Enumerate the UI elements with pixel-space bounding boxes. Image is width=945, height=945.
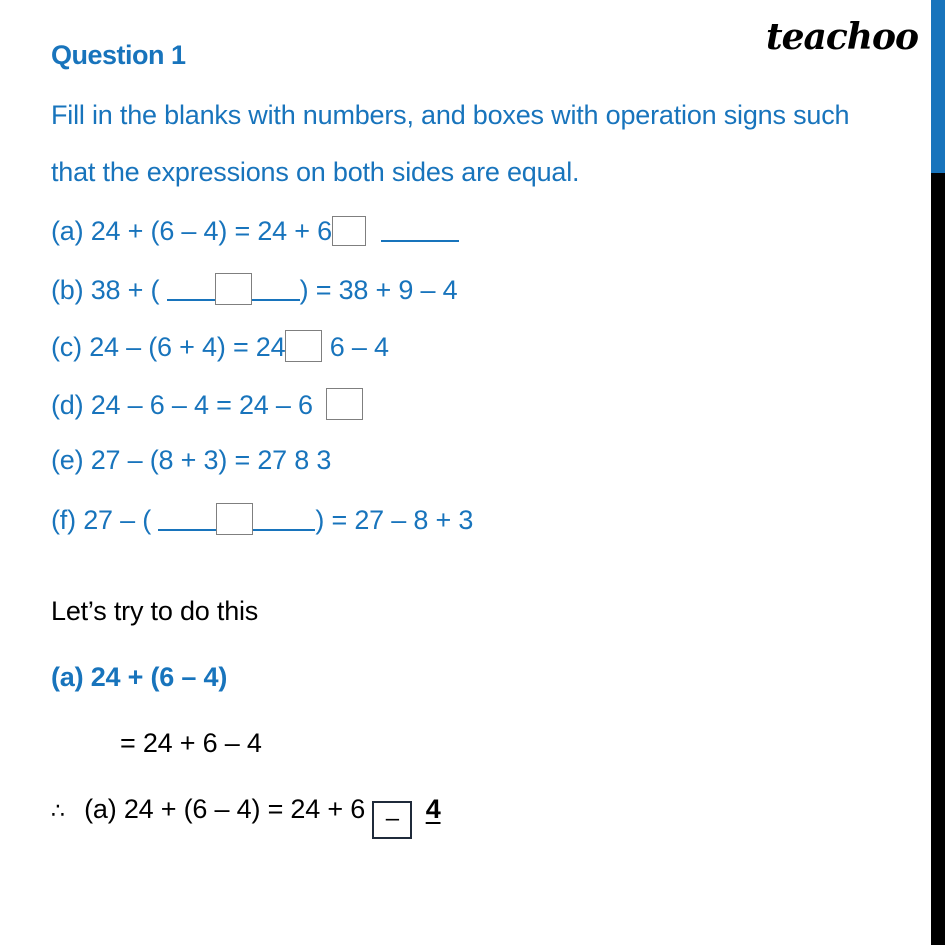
part-a bbox=[51, 216, 459, 247]
part-b-rhs: ) = 38 + 9 – 4 bbox=[299, 275, 458, 305]
operation-box[interactable] bbox=[215, 273, 252, 305]
part-e-expression: 27 – (8 + 3) = 27 8 3 bbox=[90, 445, 332, 475]
answer-value: 4 bbox=[425, 794, 441, 824]
part-f-label: (f) bbox=[51, 505, 76, 535]
operation-box[interactable] bbox=[216, 503, 253, 535]
part-f-expression: 27 – ( bbox=[83, 505, 152, 535]
part-b-expression: 38 + ( bbox=[90, 275, 160, 305]
number-blank[interactable] bbox=[167, 277, 215, 301]
operation-box[interactable] bbox=[285, 330, 322, 362]
conclusion-expression: (a) 24 + (6 – 4) = 24 + 6 bbox=[84, 794, 366, 824]
part-c-rhs: 6 – 4 bbox=[329, 332, 389, 362]
number-blank[interactable] bbox=[253, 507, 315, 531]
part-b bbox=[51, 273, 457, 306]
operation-box[interactable] bbox=[326, 388, 363, 420]
sidebar-dark-bar bbox=[931, 173, 945, 945]
instruction-line-1: Fill in the blanks with numbers, and boxes with operation signs such bbox=[51, 100, 850, 130]
instruction-line-2: that the expressions on both sides are equal. bbox=[51, 157, 580, 187]
part-a-expression: 24 + (6 – 4) = 24 + 6 bbox=[90, 216, 332, 246]
solution-heading: (a) 24 + (6 – 4) bbox=[51, 662, 228, 692]
part-d-expression: 24 – 6 – 4 = 24 – 6 bbox=[90, 390, 313, 420]
part-f-rhs: ) = 27 – 8 + 3 bbox=[315, 505, 474, 535]
part-f bbox=[51, 503, 473, 536]
number-blank[interactable] bbox=[381, 218, 459, 242]
sidebar-accent-bar bbox=[931, 0, 945, 173]
solution-step-1: = 24 + 6 – 4 bbox=[120, 728, 262, 758]
answer-operation-box: – bbox=[372, 801, 412, 839]
part-d bbox=[51, 388, 363, 421]
therefore-icon: ∴ bbox=[51, 798, 65, 823]
number-blank[interactable] bbox=[252, 277, 300, 301]
part-b-label: (b) bbox=[51, 275, 84, 305]
part-c bbox=[51, 330, 389, 363]
part-c-expression: 24 – (6 + 4) = 24 bbox=[89, 332, 286, 362]
part-c-label: (c) bbox=[51, 332, 82, 362]
number-blank[interactable] bbox=[158, 507, 216, 531]
solution-conclusion bbox=[51, 794, 441, 839]
question-title: Question 1 bbox=[51, 40, 186, 70]
part-d-label: (d) bbox=[51, 390, 84, 420]
teachoo-logo: teachoo bbox=[766, 16, 918, 58]
part-e bbox=[51, 445, 331, 476]
operation-box[interactable] bbox=[332, 216, 366, 246]
solution-intro: Let’s try to do this bbox=[51, 596, 259, 626]
part-e-label: (e) bbox=[51, 445, 84, 475]
part-a-label: (a) bbox=[51, 216, 84, 246]
